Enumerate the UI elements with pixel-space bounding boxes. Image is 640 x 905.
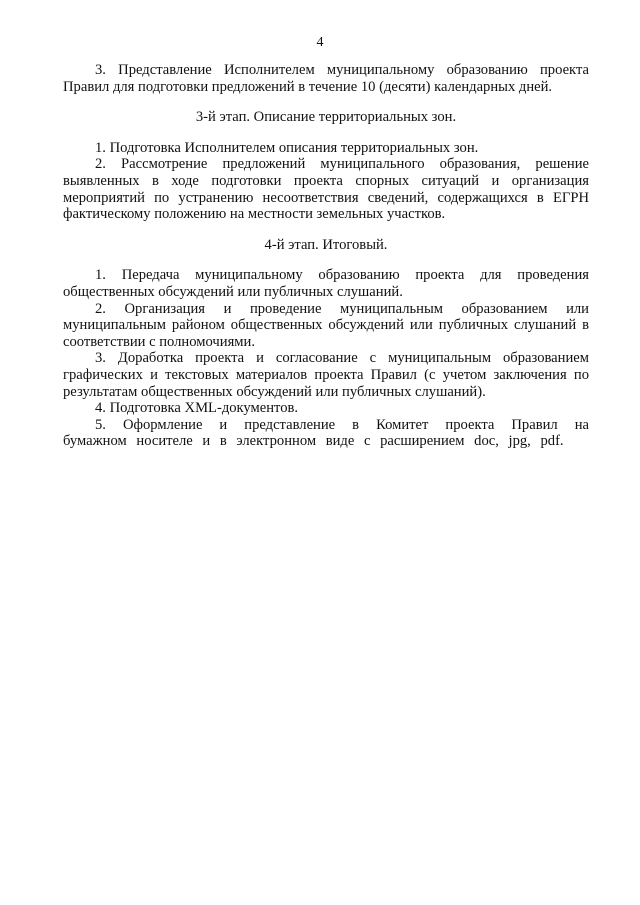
paragraph-stage4-item4: 4. Подготовка XML-документов. [95, 400, 299, 417]
page-number: 4 [316, 35, 324, 50]
paragraph-stage4-item1: 1. Передача муниципальному образованию проекта для проведения общественных обсуждений или публичных слушаний. [63, 267, 589, 300]
document-body [63, 62, 589, 450]
paragraph-stage2-item3: 3. Представление Исполнителем муниципальному образованию проекта Правил для подготовки предложений в течение 10 (десяти) календарных дней. [63, 62, 589, 95]
paragraph-stage3-item1: 1. Подготовка Исполнителем описания территориальных зон. [95, 139, 479, 156]
heading-stage3: 3-й этап. Описание территориальных зон. [195, 109, 457, 126]
paragraph-stage4-item3: 3. Доработка проекта и согласование с муниципальным образованием графических и текстовых материалов проекта Правил (с учетом заключения по результатам общественных обсуждений или публичных слушаний). [63, 350, 589, 400]
paragraph-stage4-item5: 5. Оформление и представление в Комитет проекта Правил на бумажном носителе и в электронном виде с расширением doc, jpg, pdf. [63, 416, 589, 450]
paragraph-stage4-item2: 2. Организация и проведение муниципальным образованием или муниципальным районом общественных обсуждений или публичных слушаний в соответствии с полномочиями. [63, 300, 589, 350]
paragraph-stage3-item2: 2. Рассмотрение предложений муниципального образования, решение выявленных в ходе подготовки проекта спорных ситуаций и организация мероприятий по устранению несоответствия сведений, содержащихся в ЕГРН фактическому положению на местности земельных участков. [63, 156, 589, 223]
heading-stage4: 4-й этап. Итоговый. [264, 236, 388, 253]
